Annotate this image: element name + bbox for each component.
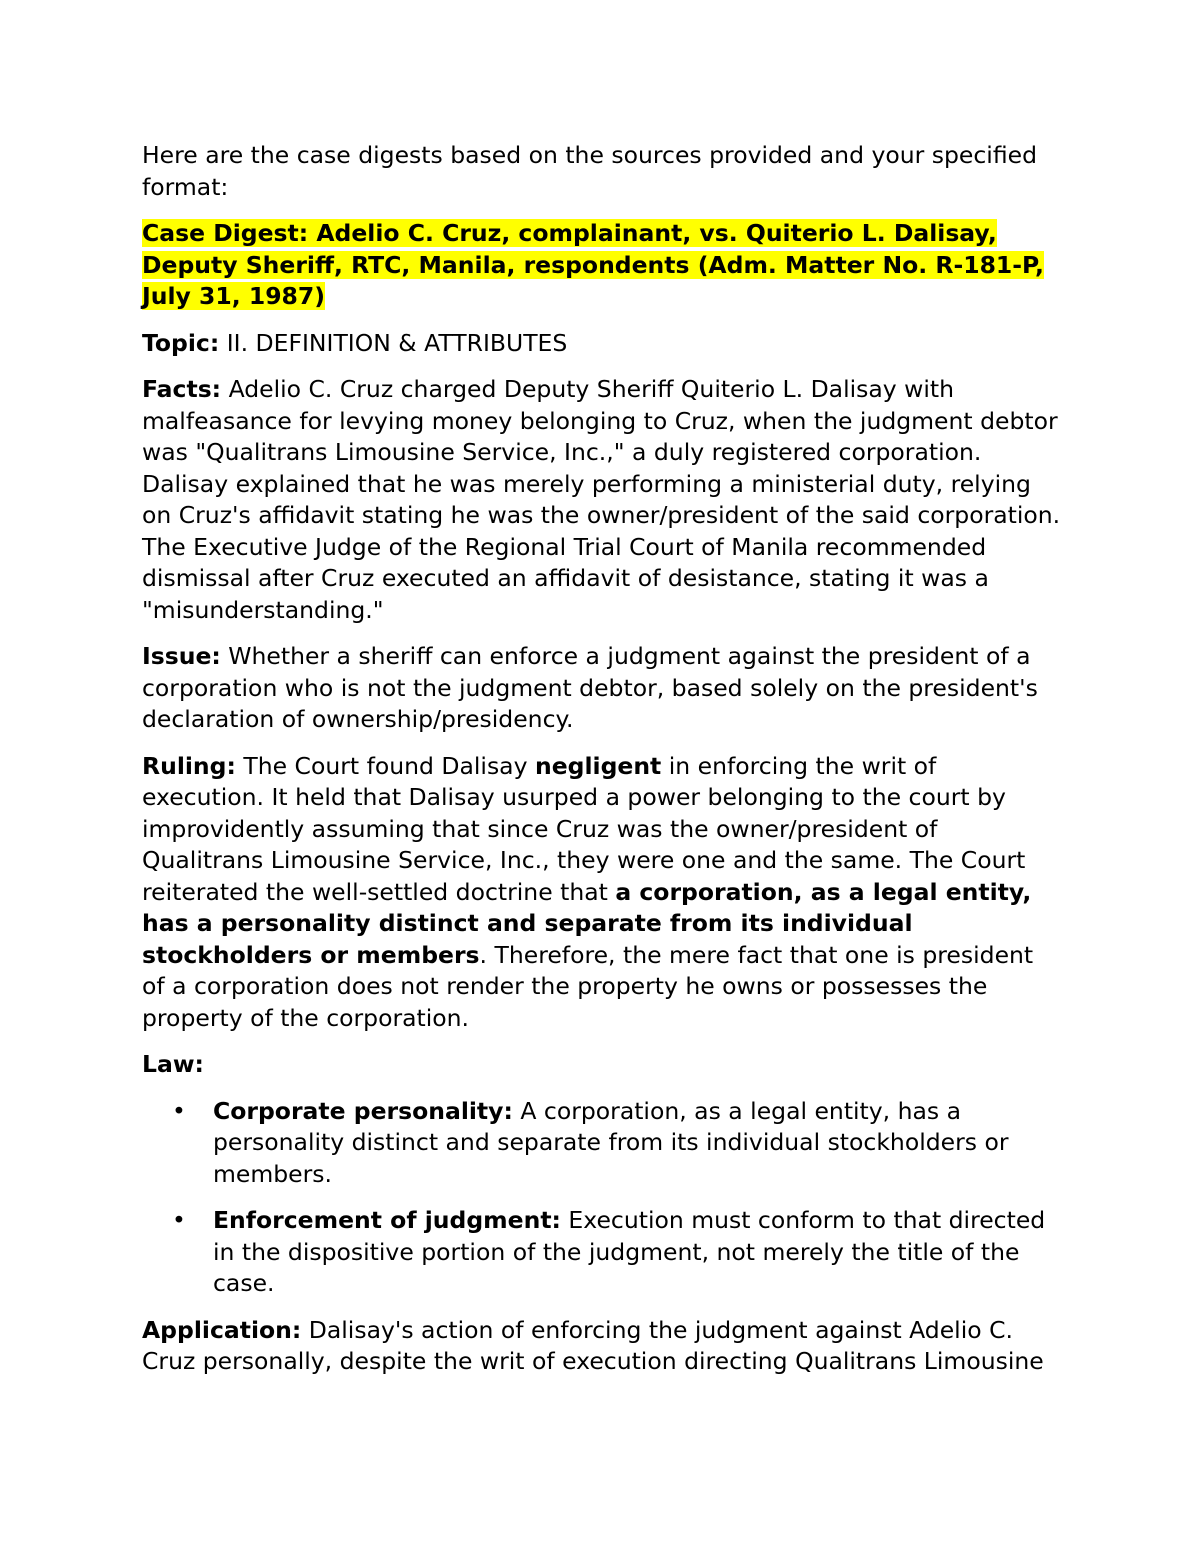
document-page xyxy=(142,140,1062,1393)
ruling-text-3: . Therefore, the mere fact that one is president of a corporation does not render the property he owns or possesses the property of the corporation. xyxy=(142,940,1034,1032)
law-item-text: Execution must conform to that directed in the dispositive portion of the judgment, not merely the title of the case. xyxy=(213,1206,1046,1297)
application-label: Application: xyxy=(142,1315,302,1344)
application-paragraph xyxy=(142,1315,1062,1378)
bullet-icon: • xyxy=(172,1096,186,1125)
topic-text: II. DEFINITION & ATTRIBUTES xyxy=(219,328,568,357)
ruling-label: Ruling: xyxy=(142,751,236,780)
facts-label: Facts: xyxy=(142,375,222,403)
law-item-text: A corporation, as a legal entity, has a personality distinct and separate from its individual stockholders or members. xyxy=(213,1096,1009,1188)
ruling-text-2: in enforcing the writ of execution. It held that Dalisay usurped a power belonging to the court by improvidently assuming that since Cruz was the owner/president of Qualitrans Limousine Service, Inc., they were one and the same. The Court reiterated the well-settled doctrine that xyxy=(142,751,1026,906)
topic-paragraph xyxy=(142,328,1062,360)
ruling-bold-negligent: negligent xyxy=(534,751,662,780)
application-text: Dalisay's action of enforcing the judgment against Adelio C. Cruz personally, despite the writ of execution directing Qualitrans Limousine xyxy=(142,1315,1044,1375)
topic-label: Topic: xyxy=(142,328,220,357)
issue-paragraph xyxy=(142,641,1062,736)
ruling-text-1: The Court found Dalisay xyxy=(235,751,535,780)
ruling-paragraph xyxy=(142,751,1062,1035)
law-paragraph xyxy=(142,1049,1062,1081)
law-item-enforcement-of-judgment xyxy=(142,1205,1062,1300)
law-item-label: Corporate personality: xyxy=(213,1096,513,1125)
intro-paragraph: Here are the case digests based on the sources provided and your specified format: xyxy=(142,141,1038,201)
law-item-corporate-personality xyxy=(142,1096,1062,1191)
law-list xyxy=(142,1096,1062,1300)
facts-paragraph xyxy=(142,374,1062,626)
law-label: Law: xyxy=(142,1050,204,1078)
issue-label: Issue: xyxy=(142,642,221,670)
law-item-label: Enforcement of judgment: xyxy=(213,1206,561,1234)
bullet-icon: • xyxy=(172,1206,186,1234)
case-title-paragraph xyxy=(142,218,1062,313)
facts-text: Adelio C. Cruz charged Deputy Sheriff Quiterio L. Dalisay with malfeasance for levying money belonging to Cruz, when the judgment debtor was "Qualitrans Limousine Service, Inc.," a duly registered corporation. Dalisay explained that he was merely performing a ministerial duty, relying on Cruz's affidavit stating he was the owner/president of the said corporation. The Executive Judge of the Regional Trial Court of Manila recommended dismissal after Cruz executed an affidavit of desistance, stating it was a "misunderstanding." xyxy=(142,375,1061,624)
ruling-bold-doctrine: a corporation, as a legal entity, has a personality distinct and separate from its individual stockholders or members xyxy=(142,877,1032,969)
issue-text: Whether a sheriff can enforce a judgment against the president of a corporation who is not the judgment debtor, based solely on the president's declaration of ownership/presidency. xyxy=(142,642,1038,733)
case-title: Case Digest: Adelio C. Cruz, complainant, vs. Quiterio L. Dalisay, Deputy Sheriff, RTC, Manila, respondents (Adm. Matter No. R-181-P, July 31, 1987) xyxy=(142,219,1044,310)
